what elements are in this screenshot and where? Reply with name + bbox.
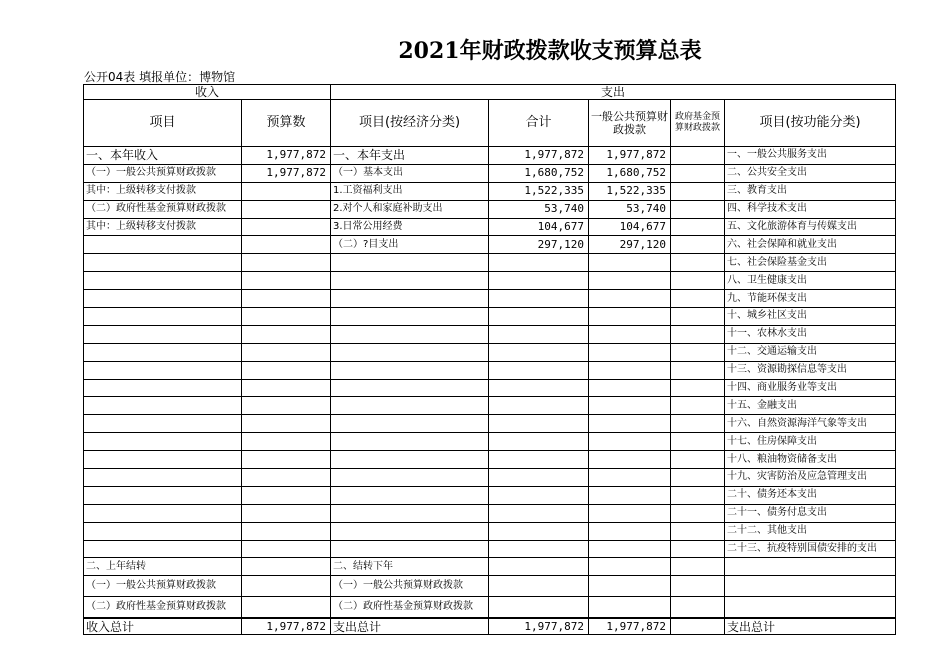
income-budget-cell: 1,977,872 <box>242 164 331 182</box>
expense-econ-item-cell <box>331 451 489 469</box>
expense-general-cell <box>589 272 671 290</box>
income-budget-cell <box>242 236 331 254</box>
income-item-cell <box>84 522 242 540</box>
col-econ-header: 项目(按经济分类) <box>331 100 489 147</box>
expense-econ-item-cell: 1.工资福利支出 <box>331 182 489 200</box>
income-item-cell <box>84 236 242 254</box>
income-item-cell: （一）一般公共预算财政拨款 <box>84 576 242 597</box>
table-row <box>84 558 896 576</box>
income-item-cell <box>84 504 242 522</box>
expense-econ-item-cell <box>331 540 489 558</box>
income-budget-cell <box>242 325 331 343</box>
expense-general-cell: 1,977,872 <box>589 147 671 165</box>
expense-fund-cell <box>671 218 725 236</box>
expense-econ-item-cell: （一）基本支出 <box>331 164 489 182</box>
income-item-cell: 二、上年结转 <box>84 558 242 576</box>
expense-total-cell <box>489 379 589 397</box>
expense-total-cell <box>489 558 589 576</box>
report-title: 2021年财政拨款收支预算总表 <box>398 38 702 64</box>
expense-general-cell <box>589 451 671 469</box>
expense-fund-cell <box>671 325 725 343</box>
expense-func-item-cell: 十四、商业服务业等支出 <box>725 379 896 397</box>
income-item-cell: 一、本年收入 <box>84 147 242 165</box>
expense-func-item-cell: 九、节能环保支出 <box>725 290 896 308</box>
expense-econ-item-cell <box>331 469 489 487</box>
expense-econ-item-cell <box>331 272 489 290</box>
expense-general-cell: 1,680,752 <box>589 164 671 182</box>
expense-econ-item-cell <box>331 433 489 451</box>
expense-func-item-cell <box>725 558 896 576</box>
expense-general-cell <box>589 397 671 415</box>
expense-func-item-cell: 十二、交通运输支出 <box>725 343 896 361</box>
income-item-cell <box>84 290 242 308</box>
table-row <box>84 415 896 433</box>
expense-econ-item-cell <box>331 415 489 433</box>
expense-fund-cell <box>671 164 725 182</box>
expense-func-item-cell <box>725 597 896 619</box>
expense-general-cell <box>589 379 671 397</box>
expense-total-cell <box>489 486 589 504</box>
expense-total-cell <box>489 433 589 451</box>
table-row <box>84 469 896 487</box>
expense-general-cell <box>589 308 671 326</box>
total-income-item-cell: 收入总计 <box>84 618 242 635</box>
income-budget-cell <box>242 469 331 487</box>
table-row <box>84 343 896 361</box>
total-income-budget-cell: 1,977,872 <box>242 618 331 635</box>
expense-func-item-cell: 四、科学技术支出 <box>725 200 896 218</box>
expense-total-cell <box>489 469 589 487</box>
table-row <box>84 451 896 469</box>
table-row <box>84 433 896 451</box>
table-row <box>84 397 896 415</box>
expense-fund-cell <box>671 504 725 522</box>
expense-total-cell <box>489 361 589 379</box>
income-budget-cell <box>242 272 331 290</box>
column-header-row <box>84 100 896 147</box>
expense-group-header: 支出 <box>331 85 896 100</box>
expense-func-item-cell: 五、文化旅游体育与传媒支出 <box>725 218 896 236</box>
expense-fund-cell <box>671 147 725 165</box>
expense-econ-item-cell: 一、本年支出 <box>331 147 489 165</box>
income-budget-cell: 1,977,872 <box>242 147 331 165</box>
expense-func-item-cell: 十、城乡社区支出 <box>725 308 896 326</box>
col-general-header: 一般公共预算财政拨款 <box>589 100 671 147</box>
table-row <box>84 290 896 308</box>
expense-econ-item-cell: 二、结转下年 <box>331 558 489 576</box>
income-item-cell <box>84 433 242 451</box>
expense-fund-cell <box>671 236 725 254</box>
expense-fund-cell <box>671 379 725 397</box>
expense-total-cell <box>489 522 589 540</box>
table-row <box>84 272 896 290</box>
income-item-cell: 其中：上级转移支付拨款 <box>84 182 242 200</box>
expense-general-cell <box>589 522 671 540</box>
expense-func-item-cell <box>725 576 896 597</box>
income-budget-cell <box>242 397 331 415</box>
expense-general-cell <box>589 597 671 619</box>
expense-econ-item-cell <box>331 325 489 343</box>
expense-total-cell <box>489 290 589 308</box>
expense-general-cell <box>589 361 671 379</box>
expense-func-item-cell: 十六、自然资源海洋气象等支出 <box>725 415 896 433</box>
income-budget-cell <box>242 361 331 379</box>
expense-general-cell <box>589 576 671 597</box>
income-budget-cell <box>242 522 331 540</box>
expense-func-item-cell: 六、社会保障和就业支出 <box>725 236 896 254</box>
income-item-cell: （二）政府性基金预算财政拨款 <box>84 597 242 619</box>
table-row <box>84 379 896 397</box>
expense-total-cell: 1,522,335 <box>489 182 589 200</box>
expense-econ-item-cell <box>331 343 489 361</box>
expense-econ-item-cell <box>331 361 489 379</box>
expense-general-cell <box>589 290 671 308</box>
expense-general-cell <box>589 433 671 451</box>
income-budget-cell <box>242 486 331 504</box>
expense-fund-cell <box>671 182 725 200</box>
expense-fund-cell <box>671 200 725 218</box>
income-budget-cell <box>242 182 331 200</box>
income-item-cell <box>84 469 242 487</box>
table-row <box>84 325 896 343</box>
income-item-cell <box>84 272 242 290</box>
expense-total-cell <box>489 397 589 415</box>
income-item-cell <box>84 254 242 272</box>
table-row <box>84 361 896 379</box>
total-row <box>84 618 896 635</box>
income-budget-cell <box>242 254 331 272</box>
expense-func-item-cell: 二十三、抗疫特别国债安排的支出 <box>725 540 896 558</box>
expense-general-cell: 1,522,335 <box>589 182 671 200</box>
table-row <box>84 576 896 597</box>
income-budget-cell <box>242 451 331 469</box>
table-row <box>84 218 896 236</box>
income-budget-cell <box>242 558 331 576</box>
table-row <box>84 597 896 619</box>
expense-func-item-cell: 十八、粮油物资储备支出 <box>725 451 896 469</box>
expense-func-item-cell: 三、教育支出 <box>725 182 896 200</box>
expense-econ-item-cell: 3.日常公用经费 <box>331 218 489 236</box>
expense-econ-item-cell <box>331 308 489 326</box>
total-expense-fund-cell <box>671 618 725 635</box>
expense-econ-item-cell <box>331 504 489 522</box>
income-group-header: 收入 <box>84 85 331 100</box>
expense-fund-cell <box>671 597 725 619</box>
expense-general-cell <box>589 486 671 504</box>
table-row <box>84 540 896 558</box>
expense-func-item-cell: 一、一般公共服务支出 <box>725 147 896 165</box>
expense-econ-item-cell: （二）政府性基金预算财政拨款 <box>331 597 489 619</box>
expense-fund-cell <box>671 576 725 597</box>
expense-econ-item-cell <box>331 397 489 415</box>
expense-fund-cell <box>671 343 725 361</box>
income-budget-cell <box>242 379 331 397</box>
expense-general-cell <box>589 254 671 272</box>
expense-econ-item-cell: （一）一般公共预算财政拨款 <box>331 576 489 597</box>
income-budget-cell <box>242 343 331 361</box>
table-row <box>84 182 896 200</box>
expense-general-cell <box>589 343 671 361</box>
expense-total-cell <box>489 576 589 597</box>
income-budget-cell <box>242 504 331 522</box>
expense-total-cell: 1,680,752 <box>489 164 589 182</box>
expense-general-cell: 297,120 <box>589 236 671 254</box>
table-row <box>84 486 896 504</box>
expense-total-cell <box>489 308 589 326</box>
income-budget-cell <box>242 308 331 326</box>
expense-fund-cell <box>671 397 725 415</box>
table-row <box>84 164 896 182</box>
expense-total-cell <box>489 415 589 433</box>
income-item-cell <box>84 343 242 361</box>
col-total-header: 合计 <box>489 100 589 147</box>
table-row <box>84 236 896 254</box>
expense-general-cell <box>589 504 671 522</box>
table-row <box>84 308 896 326</box>
income-item-cell <box>84 415 242 433</box>
expense-fund-cell <box>671 308 725 326</box>
expense-func-item-cell: 十九、灾害防治及应急管理支出 <box>725 469 896 487</box>
table-row <box>84 200 896 218</box>
expense-func-item-cell: 十一、农林水支出 <box>725 325 896 343</box>
expense-general-cell: 104,677 <box>589 218 671 236</box>
col-budget-header: 预算数 <box>242 100 331 147</box>
col-item-header: 项目 <box>84 100 242 147</box>
expense-general-cell <box>589 415 671 433</box>
expense-total-cell <box>489 540 589 558</box>
expense-total-cell <box>489 451 589 469</box>
expense-func-item-cell: 二十、债务还本支出 <box>725 486 896 504</box>
expense-econ-item-cell <box>331 290 489 308</box>
expense-general-cell <box>589 558 671 576</box>
expense-general-cell: 53,740 <box>589 200 671 218</box>
income-item-cell <box>84 325 242 343</box>
expense-fund-cell <box>671 451 725 469</box>
income-item-cell <box>84 308 242 326</box>
expense-total-cell: 1,977,872 <box>489 147 589 165</box>
expense-func-item-cell: 七、社会保险基金支出 <box>725 254 896 272</box>
expense-total-cell <box>489 325 589 343</box>
report-subtitle: 公开04表 填报单位：博物馆 <box>84 70 236 84</box>
total-expense-func-item-cell: 支出总计 <box>725 618 896 635</box>
expense-fund-cell <box>671 415 725 433</box>
income-item-cell: （二）政府性基金预算财政拨款 <box>84 200 242 218</box>
expense-func-item-cell: 二、公共安全支出 <box>725 164 896 182</box>
income-budget-cell <box>242 540 331 558</box>
income-budget-cell <box>242 576 331 597</box>
income-item-cell <box>84 540 242 558</box>
total-expense-general-cell: 1,977,872 <box>589 618 671 635</box>
expense-total-cell <box>489 597 589 619</box>
col-func-header: 项目(按功能分类) <box>725 100 896 147</box>
income-budget-cell <box>242 415 331 433</box>
table-row <box>84 504 896 522</box>
expense-econ-item-cell <box>331 486 489 504</box>
income-item-cell: 其中：上级转移支付拨款 <box>84 218 242 236</box>
expense-general-cell <box>589 540 671 558</box>
income-budget-cell <box>242 433 331 451</box>
expense-fund-cell <box>671 522 725 540</box>
expense-func-item-cell: 十三、资源勘探信息等支出 <box>725 361 896 379</box>
expense-econ-item-cell: 2.对个人和家庭补助支出 <box>331 200 489 218</box>
expense-total-cell: 104,677 <box>489 218 589 236</box>
expense-general-cell <box>589 469 671 487</box>
income-item-cell <box>84 486 242 504</box>
expense-total-cell <box>489 504 589 522</box>
income-budget-cell <box>242 597 331 619</box>
income-item-cell <box>84 397 242 415</box>
expense-func-item-cell: 二十一、债务付息支出 <box>725 504 896 522</box>
table-row <box>84 147 896 165</box>
total-expense-total-cell: 1,977,872 <box>489 618 589 635</box>
expense-func-item-cell: 八、卫生健康支出 <box>725 272 896 290</box>
expense-func-item-cell: 十七、住房保障支出 <box>725 433 896 451</box>
group-header-row <box>84 85 896 100</box>
table-row <box>84 254 896 272</box>
expense-fund-cell <box>671 272 725 290</box>
income-item-cell: （一）一般公共预算财政拨款 <box>84 164 242 182</box>
expense-total-cell <box>489 343 589 361</box>
expense-total-cell: 297,120 <box>489 236 589 254</box>
expense-fund-cell <box>671 290 725 308</box>
col-fund-header: 政府基金预算财政拨款 <box>671 100 725 147</box>
total-expense-econ-item-cell: 支出总计 <box>331 618 489 635</box>
expense-fund-cell <box>671 558 725 576</box>
income-item-cell <box>84 379 242 397</box>
income-budget-cell <box>242 290 331 308</box>
table-row <box>84 522 896 540</box>
expense-func-item-cell: 十五、金融支出 <box>725 397 896 415</box>
expense-func-item-cell: 二十二、其他支出 <box>725 522 896 540</box>
budget-table <box>83 84 896 635</box>
income-budget-cell <box>242 200 331 218</box>
income-item-cell <box>84 361 242 379</box>
expense-total-cell <box>489 254 589 272</box>
expense-fund-cell <box>671 540 725 558</box>
expense-fund-cell <box>671 486 725 504</box>
expense-total-cell <box>489 272 589 290</box>
expense-fund-cell <box>671 433 725 451</box>
expense-total-cell: 53,740 <box>489 200 589 218</box>
expense-econ-item-cell <box>331 379 489 397</box>
income-item-cell <box>84 451 242 469</box>
expense-econ-item-cell: （二）?目支出 <box>331 236 489 254</box>
expense-econ-item-cell <box>331 522 489 540</box>
expense-fund-cell <box>671 469 725 487</box>
expense-fund-cell <box>671 361 725 379</box>
expense-general-cell <box>589 325 671 343</box>
income-budget-cell <box>242 218 331 236</box>
expense-econ-item-cell <box>331 254 489 272</box>
expense-fund-cell <box>671 254 725 272</box>
